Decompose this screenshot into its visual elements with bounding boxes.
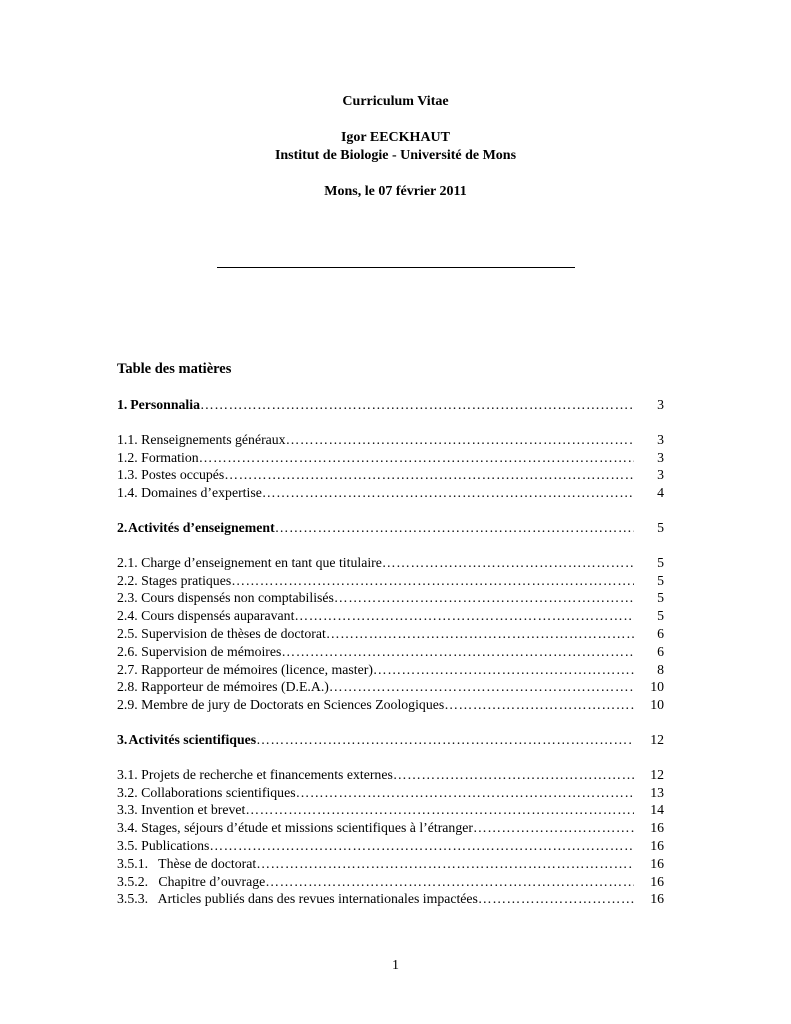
toc-entry-label: 3.1. Projets de recherche et financements externes [117, 766, 393, 782]
toc-leader-dots [334, 590, 634, 606]
toc-entry[interactable] [117, 697, 664, 715]
separator-line [217, 267, 575, 268]
toc-page-number: 3 [657, 467, 664, 483]
institution-name: Institut de Biologie - Université de Mons [274, 148, 517, 163]
toc-page-number: 16 [650, 837, 664, 853]
toc-entry[interactable] [117, 626, 664, 644]
toc-leader-dots [444, 697, 634, 713]
toc-entry-label: 2.8. Rapporteur de mémoires (D.E.A.) [117, 679, 329, 695]
toc-page-number: 6 [657, 625, 664, 641]
toc-page-number: 16 [650, 873, 664, 889]
toc-entry[interactable] [117, 802, 664, 820]
toc-leader-dots [281, 644, 634, 660]
toc-leader-dots [275, 520, 634, 536]
toc-entry-label: 2.9. Membre de jury de Doctorats en Sciences Zoologiques [117, 697, 445, 713]
toc-entry[interactable] [117, 467, 664, 485]
toc-leader-dots [200, 397, 634, 413]
toc-entry[interactable] [117, 450, 664, 468]
toc-section[interactable] [117, 397, 664, 415]
toc-leader-dots [286, 432, 634, 448]
toc-entry-label: 1.3. Postes occupés [117, 467, 225, 483]
toc-entry-label: 3.5.2. Chapitre d’ouvrage [117, 873, 266, 889]
toc-entry-label: 3.4. Stages, séjours d’étude et missions scientifiques à l’étranger [117, 820, 473, 836]
toc-entry[interactable] [117, 485, 664, 503]
toc-page-number: 14 [650, 802, 664, 818]
toc-leader-dots [245, 802, 634, 818]
toc-page-number: 16 [650, 820, 664, 836]
toc-section-number: 1. [117, 397, 128, 412]
toc-heading: Table des matières [117, 361, 232, 377]
author-name: Igor EECKHAUT [340, 130, 451, 145]
toc-page-number: 12 [650, 731, 664, 747]
toc-leader-dots [262, 485, 634, 501]
toc-entry-label: 3.5.3. Articles publiés dans des revues internationales impactées [117, 891, 478, 907]
toc-entry-label: 2.7. Rapporteur de mémoires (licence, master) [117, 661, 373, 677]
table-of-contents [117, 397, 664, 909]
toc-page-number: 6 [657, 643, 664, 659]
toc-entry[interactable] [117, 820, 664, 838]
toc-entry[interactable] [117, 838, 664, 856]
toc-page-number: 10 [650, 697, 664, 713]
toc-entry-label: 1.1. Renseignements généraux [117, 431, 286, 447]
toc-page-number: 5 [657, 554, 664, 570]
toc-entry-label: 2.6. Supervision de mémoires [117, 643, 282, 659]
toc-entry-label: 3.5.1. Thèse de doctorat [117, 855, 257, 871]
toc-page-number: 5 [657, 572, 664, 588]
toc-page-number: 5 [657, 608, 664, 624]
toc-leader-dots [294, 608, 634, 624]
toc-leader-dots [256, 856, 634, 872]
toc-leader-dots [231, 573, 634, 589]
toc-entry-label: 3.2. Collaborations scientifiques [117, 784, 296, 800]
toc-page-number: 3 [657, 431, 664, 447]
document-title: Curriculum Vitae [342, 94, 449, 109]
toc-entry[interactable] [117, 767, 664, 785]
toc-leader-dots [329, 679, 634, 695]
toc-entry-label: 2.2. Stages pratiques [117, 572, 232, 588]
toc-entry[interactable] [117, 785, 664, 803]
toc-page-number: 12 [650, 766, 664, 782]
toc-page-number: 5 [657, 590, 664, 606]
toc-entry-label: 2.4. Cours dispensés auparavant [117, 608, 295, 624]
toc-section[interactable] [117, 732, 664, 750]
toc-entry[interactable] [117, 590, 664, 608]
toc-entry[interactable] [117, 856, 664, 874]
toc-page-number: 3 [657, 397, 664, 412]
toc-entry[interactable] [117, 555, 664, 573]
toc-entry-label: 1.2. Formation [117, 449, 199, 465]
toc-section-label: Personnalia [130, 397, 200, 412]
toc-entry-label: 3.5. Publications [117, 837, 210, 853]
toc-leader-dots [326, 626, 634, 642]
toc-page-number: 8 [657, 661, 664, 677]
toc-entry[interactable] [117, 608, 664, 626]
toc-page-number: 4 [657, 485, 664, 501]
toc-page-number: 3 [657, 449, 664, 465]
toc-entry-label: 2.5. Supervision de thèses de doctorat [117, 625, 326, 641]
toc-page-number: 16 [650, 855, 664, 871]
toc-leader-dots [373, 662, 634, 678]
toc-page-number: 13 [650, 784, 664, 800]
toc-page-number: 16 [650, 891, 664, 907]
toc-section-label: Activités d’enseignement [127, 519, 275, 535]
toc-entry-label: 2.3. Cours dispensés non comptabilisés [117, 590, 334, 606]
toc-entry-label: 1.4. Domaines d’expertise [117, 485, 262, 501]
toc-leader-dots [382, 555, 634, 571]
toc-leader-dots [265, 874, 634, 890]
toc-leader-dots [473, 820, 634, 836]
toc-leader-dots [224, 467, 634, 483]
page-number: 1 [392, 958, 399, 973]
toc-section-number: 2. [117, 519, 128, 535]
toc-entry[interactable] [117, 644, 664, 662]
toc-entry[interactable] [117, 679, 664, 697]
toc-entry[interactable] [117, 662, 664, 680]
toc-entry-label: 2.1. Charge d’enseignement en tant que titulaire [117, 554, 382, 570]
toc-section-label: Activités scientifiques [128, 731, 257, 747]
toc-entry-label: 3.3. Invention et brevet [117, 802, 246, 818]
toc-leader-dots [393, 767, 634, 783]
toc-section[interactable] [117, 520, 664, 538]
toc-leader-dots [478, 891, 634, 907]
toc-leader-dots [199, 450, 634, 466]
place-date: Mons, le 07 février 2011 [324, 184, 467, 199]
toc-entry[interactable] [117, 432, 664, 450]
toc-entry[interactable] [117, 573, 664, 591]
toc-page-number: 5 [657, 519, 664, 535]
toc-leader-dots [296, 785, 634, 801]
toc-entry[interactable] [117, 874, 664, 892]
toc-leader-dots [256, 732, 634, 748]
toc-page-number: 10 [650, 679, 664, 695]
toc-leader-dots [209, 838, 634, 854]
toc-section-number: 3. [117, 731, 128, 747]
toc-entry[interactable] [117, 891, 664, 909]
